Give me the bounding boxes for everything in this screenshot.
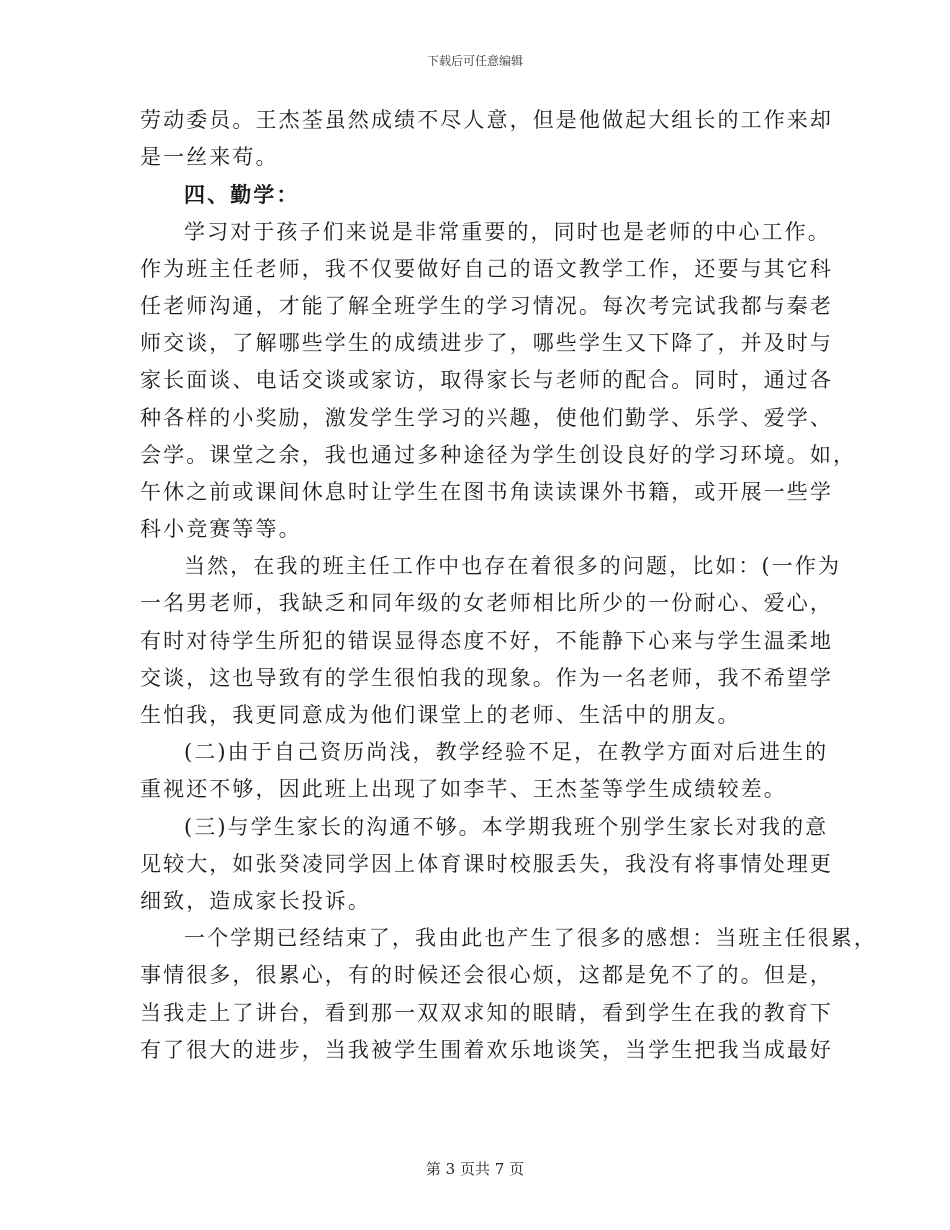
body-line: 是一丝来苟。 <box>140 145 279 170</box>
page-header: 下载后可任意编辑 <box>426 54 523 68</box>
paragraph-first-line: (三)与学生家长的沟通不够。本学期我班个别学生家长对我的意 <box>184 814 829 839</box>
body-line: 事情很多，很累心，有的时候还会很心烦，这都是免不了的。但是， <box>140 963 833 988</box>
body-line: 见较大，如张癸凌同学因上体育课时校服丢失，我没有将事情处理更 <box>140 851 833 876</box>
body-line: 会学。课堂之余，我也通过多种途径为学生创设良好的学习环境。如， <box>140 442 857 467</box>
body-line: 当我走上了讲台，看到那一双双求知的眼睛，看到学生在我的教育下 <box>140 1000 833 1025</box>
paragraph-first-line: (二)由于自己资历尚浅，教学经验不足，在教学方面对后进生的 <box>184 740 829 765</box>
document-body <box>140 102 877 1069</box>
paragraph-first-line: 当然，在我的班主任工作中也存在着很多的问题，比如：(一作为 <box>184 554 842 579</box>
body-line: 有时对待学生所犯的错误显得态度不好，不能静下心来与学生温柔地 <box>140 628 833 653</box>
body-line: 重视还不够，因此班上出现了如李芊、王杰荃等学生成绩较差。 <box>140 777 787 802</box>
paragraph-first-line: 一个学期已经结束了，我由此也产生了很多的感想：当班主任很累， <box>184 926 877 951</box>
section-heading: 四、勤学： <box>184 182 300 208</box>
body-line: 午休之前或课间休息时让学生在图书角读读课外书籍，或开展一些学 <box>140 479 833 504</box>
body-line: 有了很大的进步，当我被学生围着欢乐地谈笑，当学生把我当成最好 <box>140 1037 833 1062</box>
body-line: 任老师沟通，才能了解全班学生的学习情况。每次考完试我都与秦老 <box>140 293 833 318</box>
body-line: 家长面谈、电话交谈或家访，取得家长与老师的配合。同时，通过各 <box>140 368 833 393</box>
body-line: 一名男老师，我缺乏和同年级的女老师相比所少的一份耐心、爱心， <box>140 591 833 616</box>
body-line: 作为班主任老师，我不仅要做好自己的语文教学工作，还要与其它科 <box>140 256 833 281</box>
body-line: 科小竞赛等等。 <box>140 517 302 542</box>
body-line: 种各样的小奖励，激发学生学习的兴趣，使他们勤学、乐学、爱学、 <box>140 405 833 430</box>
body-line: 师交谈，了解哪些学生的成绩进步了，哪些学生又下降了，并及时与 <box>140 331 833 356</box>
paragraph-first-line: 学习对于孩子们来说是非常重要的，同时也是老师的中心工作。 <box>184 219 831 244</box>
body-line: 劳动委员。王杰荃虽然成绩不尽人意，但是他做起大组长的工作来却 <box>140 108 833 132</box>
body-line: 交谈，这也导致有的学生很怕我的现象。作为一名老师，我不希望学 <box>140 665 833 690</box>
body-line: 细致，造成家长投诉。 <box>140 888 371 913</box>
page-footer: 第 3 页共 7 页 <box>425 1160 525 1178</box>
body-line: 生怕我，我更同意成为他们课堂上的老师、生活中的朋友。 <box>140 703 741 727</box>
